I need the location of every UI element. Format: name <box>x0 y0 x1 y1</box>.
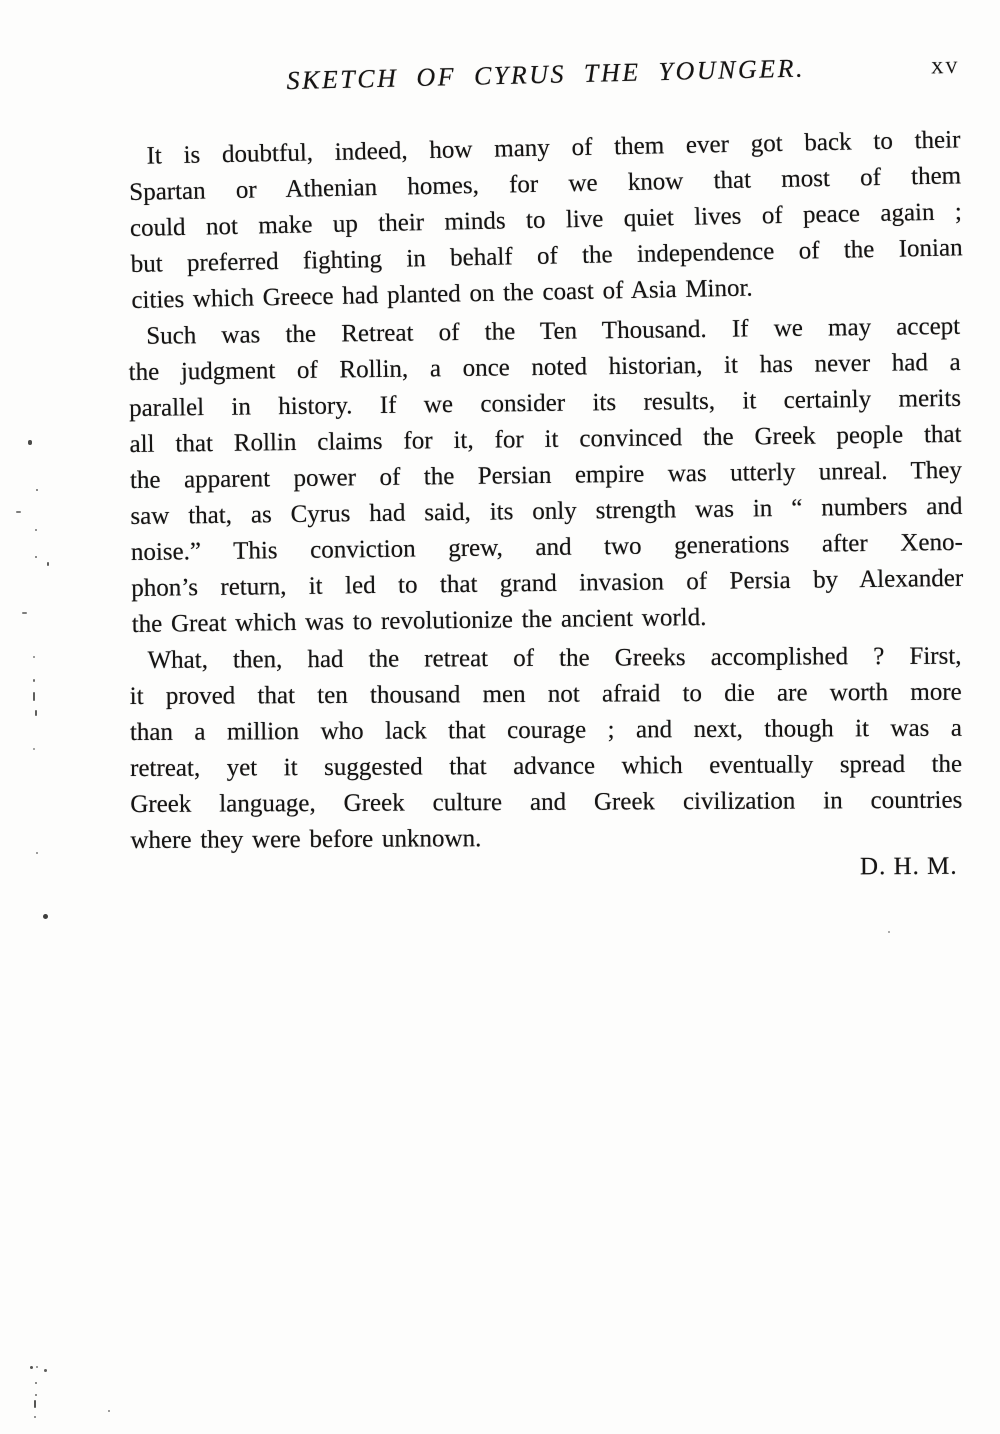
ink-speck <box>35 710 37 716</box>
ink-speck <box>108 1410 110 1412</box>
ink-speck <box>22 612 27 614</box>
text-line: Such was the Retreat of the Ten Thousand. If we may accept <box>146 312 961 350</box>
ink-speck <box>33 679 35 682</box>
text-line: the judgment of Rollin, a once noted historian, it has never had a <box>128 348 961 387</box>
ink-speck <box>36 852 38 854</box>
text-line: retreat, yet it suggested that advance which eventually spread the <box>130 750 963 782</box>
text-line: it proved that ten thousand men not afraid to die are worth more <box>129 678 962 711</box>
text-line: Greek language, Greek culture and Greek civilization in countries <box>130 786 963 818</box>
text-line: noise.” This conviction grew, and two generations after Xeno- <box>130 528 963 566</box>
text-line: saw that, as Cyrus had said, its only strength was in “ numbers and <box>130 492 963 530</box>
text-line: phon’s return, it led to that grand invasion of Persia by Alexander <box>131 564 964 602</box>
ink-speck <box>47 562 49 566</box>
ink-speck <box>36 1366 38 1368</box>
ink-speck <box>33 692 35 701</box>
text-line: but preferred fighting in behalf of the independence of the Ionian <box>130 234 963 278</box>
paragraph-3 <box>129 639 962 859</box>
ink-speck <box>16 511 21 513</box>
ink-speck <box>33 748 35 750</box>
author-initials: D. H. M. <box>860 852 959 881</box>
running-title: SKETCH OF CYRUS THE YOUNGER. <box>286 53 806 96</box>
text-line: cities which Greece had planted on the coast of Asia Minor. <box>131 274 753 314</box>
ink-speck <box>35 1394 37 1396</box>
ink-speck <box>28 440 32 445</box>
text-line: Spartan or Athenian homes, for we know that most of them <box>128 162 962 207</box>
text-block <box>128 126 964 859</box>
paragraph-2 <box>128 309 964 643</box>
text-line: all that Rollin claims for it, for it convinced the Greek people that <box>129 420 962 459</box>
text-line: It is doubtful, indeed, how many of them ever got back to their <box>146 126 961 170</box>
ink-speck <box>35 529 37 531</box>
ink-speck <box>888 931 890 933</box>
ink-speck <box>34 1400 36 1408</box>
ink-speck <box>30 1366 33 1369</box>
page-header <box>130 50 963 110</box>
ink-speck <box>33 656 35 658</box>
ink-speck <box>35 1382 37 1384</box>
text-line: What, then, had the retreat of the Greeks accomplished ? First, <box>147 642 962 674</box>
ink-speck <box>44 1369 47 1372</box>
text-line: the Great which was to revolutionize the ancient world. <box>131 603 707 638</box>
ink-speck <box>35 556 37 558</box>
text-line: the apparent power of the Persian empire was utterly unreal. They <box>129 456 963 494</box>
text-line: where they were before unknown. <box>130 825 482 854</box>
ink-speck <box>36 489 38 491</box>
text-line: parallel in history. If we consider its results, it certainly merits <box>128 384 962 423</box>
paragraph-1 <box>128 122 963 319</box>
text-line: could not make up their minds to live quiet lives of peace again ; <box>129 198 963 242</box>
ink-speck <box>34 1416 36 1418</box>
ink-speck <box>43 914 48 919</box>
page-number: xv <box>930 52 960 80</box>
text-line: than a million who lack that courage ; and next, though it was a <box>129 714 962 747</box>
